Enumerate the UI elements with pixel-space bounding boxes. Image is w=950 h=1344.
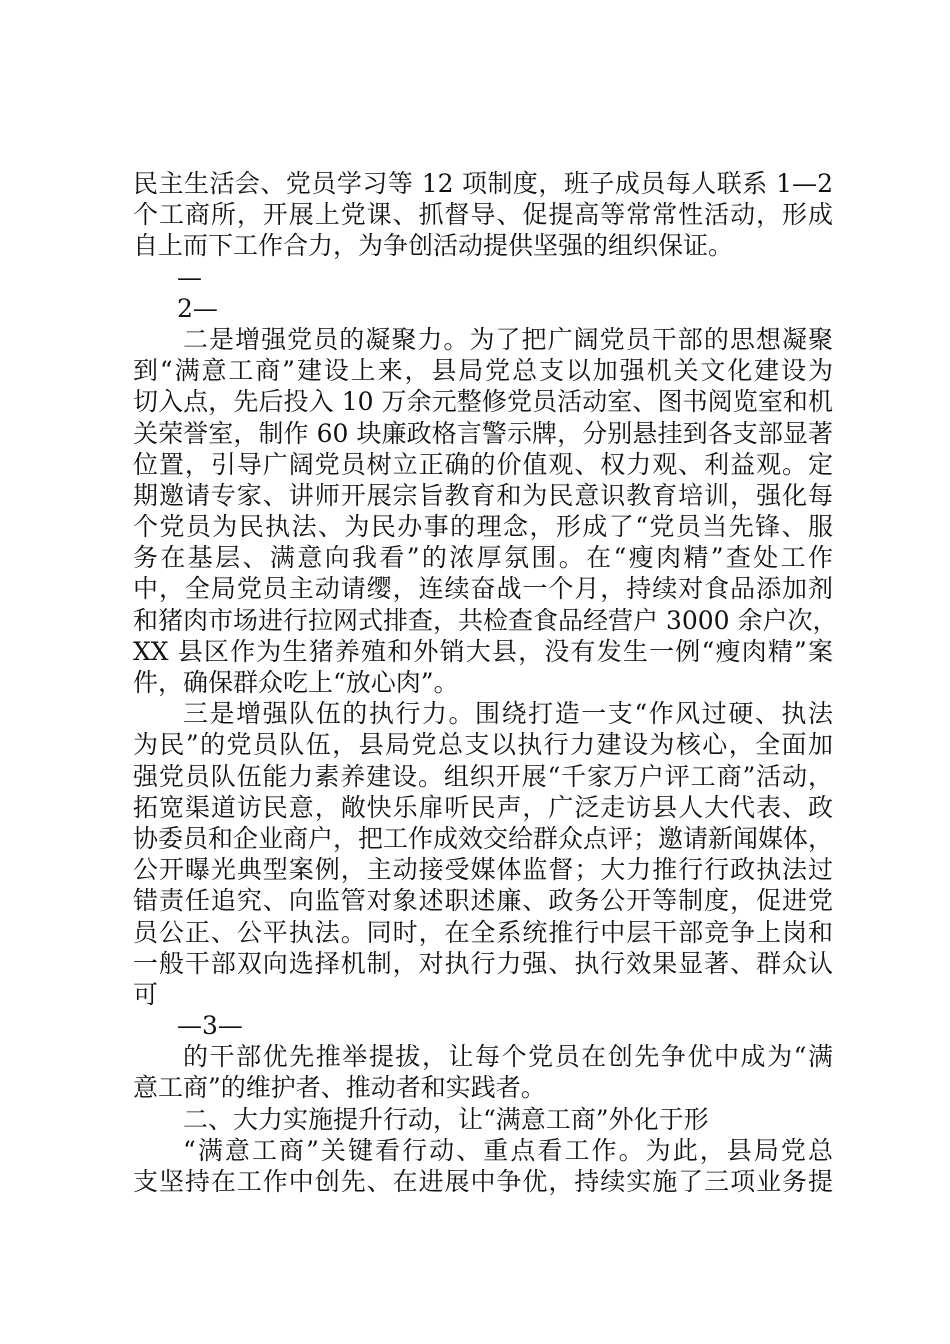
text-line: 个党员为民执法、为民办事的理念，形成了“党员当先锋、服 bbox=[133, 512, 833, 542]
text-line: 关荣誉室，制作 60 块廉政格言警示牌，分别悬挂到各支部显著 bbox=[133, 418, 833, 448]
text-line: 支坚持在工作中创先、在进展中争优，持续实施了三项业务提 bbox=[133, 1167, 833, 1196]
text-line: 切入点，先后投入 10 万余元整修党员活动室、图书阅览室和机 bbox=[133, 387, 833, 417]
text-line: “满意工商”关键看行动、重点看工作。为此，县局党总 bbox=[183, 1135, 833, 1165]
text-line: 和猪肉市场进行拉网式排查，共检查食品经营户 3000 余户次， bbox=[133, 605, 838, 635]
text-line: 员公正、公平执法。同时，在全系统推行中层干部竞争上岗和 bbox=[133, 917, 833, 947]
text-line: 公开曝光典型案例，主动接受媒体监督；大力推行行政执法过 bbox=[133, 855, 833, 885]
text-line: 务在基层、满意向我看”的浓厚氛围。在“瘦肉精”查处工作 bbox=[133, 543, 833, 573]
text-line: 件，确保群众吃上“放心肉”。 bbox=[133, 668, 459, 697]
text-line: 期邀请专家、讲师开展宗旨教育和为民意识教育培训，强化每 bbox=[133, 480, 833, 510]
text-line: 一般干部双向选择机制，对执行力强、执行效果显著、群众认 bbox=[133, 948, 833, 978]
text-line: 二、大力实施提升行动，让“满意工商”外化于形 bbox=[183, 1104, 709, 1134]
text-line: —3— bbox=[177, 1011, 243, 1041]
document-body bbox=[133, 168, 838, 1197]
text-line: — bbox=[177, 262, 202, 292]
text-line: 的干部优先推举提拔，让每个党员在创先争优中成为“满 bbox=[183, 1042, 833, 1072]
text-line: 协委员和企业商户，把工作成效交给群众点评；邀请新闻媒体， bbox=[133, 823, 834, 853]
text-line: 为民”的党员队伍，县局党总支以执行力建设为核心，全面加 bbox=[133, 730, 833, 760]
text-line: 民主生活会、党员学习等 12 项制度，班子成员每人联系 1—2 bbox=[133, 169, 833, 198]
text-line: 到“满意工商”建设上来，县局党总支以加强机关文化建设为 bbox=[133, 356, 833, 386]
text-line: 中，全局党员主动请缨，连续奋战一个月，持续对食品添加剂 bbox=[133, 574, 833, 604]
text-line: 位置，引导广阔党员树立正确的价值观、权力观、利益观。定 bbox=[133, 449, 833, 479]
text-line: 二是增强党员的凝聚力。为了把广阔党员干部的思想凝聚 bbox=[183, 324, 833, 354]
text-line: 可 bbox=[133, 979, 159, 1009]
text-line: 意工商”的维护者、推动者和实践者。 bbox=[133, 1073, 546, 1103]
text-line: 强党员队伍能力素养建设。组织开展“千家万户评工商”活动， bbox=[133, 761, 833, 791]
text-line: XX 县区作为生猪养殖和外销大县，没有发生一例“瘦肉精”案 bbox=[133, 636, 833, 666]
text-line: 个工商所，开展上党课、抓督导、促提高等常常性活动，形成 bbox=[133, 200, 833, 230]
text-line: 拓宽渠道访民意，敞快乐扉听民声，广泛走访县人大代表、政 bbox=[133, 792, 833, 822]
text-line: 2— bbox=[177, 293, 218, 323]
text-line: 三是增强队伍的执行力。围绕打造一支“作风过硬、执法 bbox=[183, 699, 833, 729]
text-line: 错责任追究、向监管对象述职述廉、政务公开等制度，促进党 bbox=[133, 886, 833, 916]
text-line: 自上而下工作合力，为争创活动提供坚强的组织保证。 bbox=[133, 231, 734, 261]
